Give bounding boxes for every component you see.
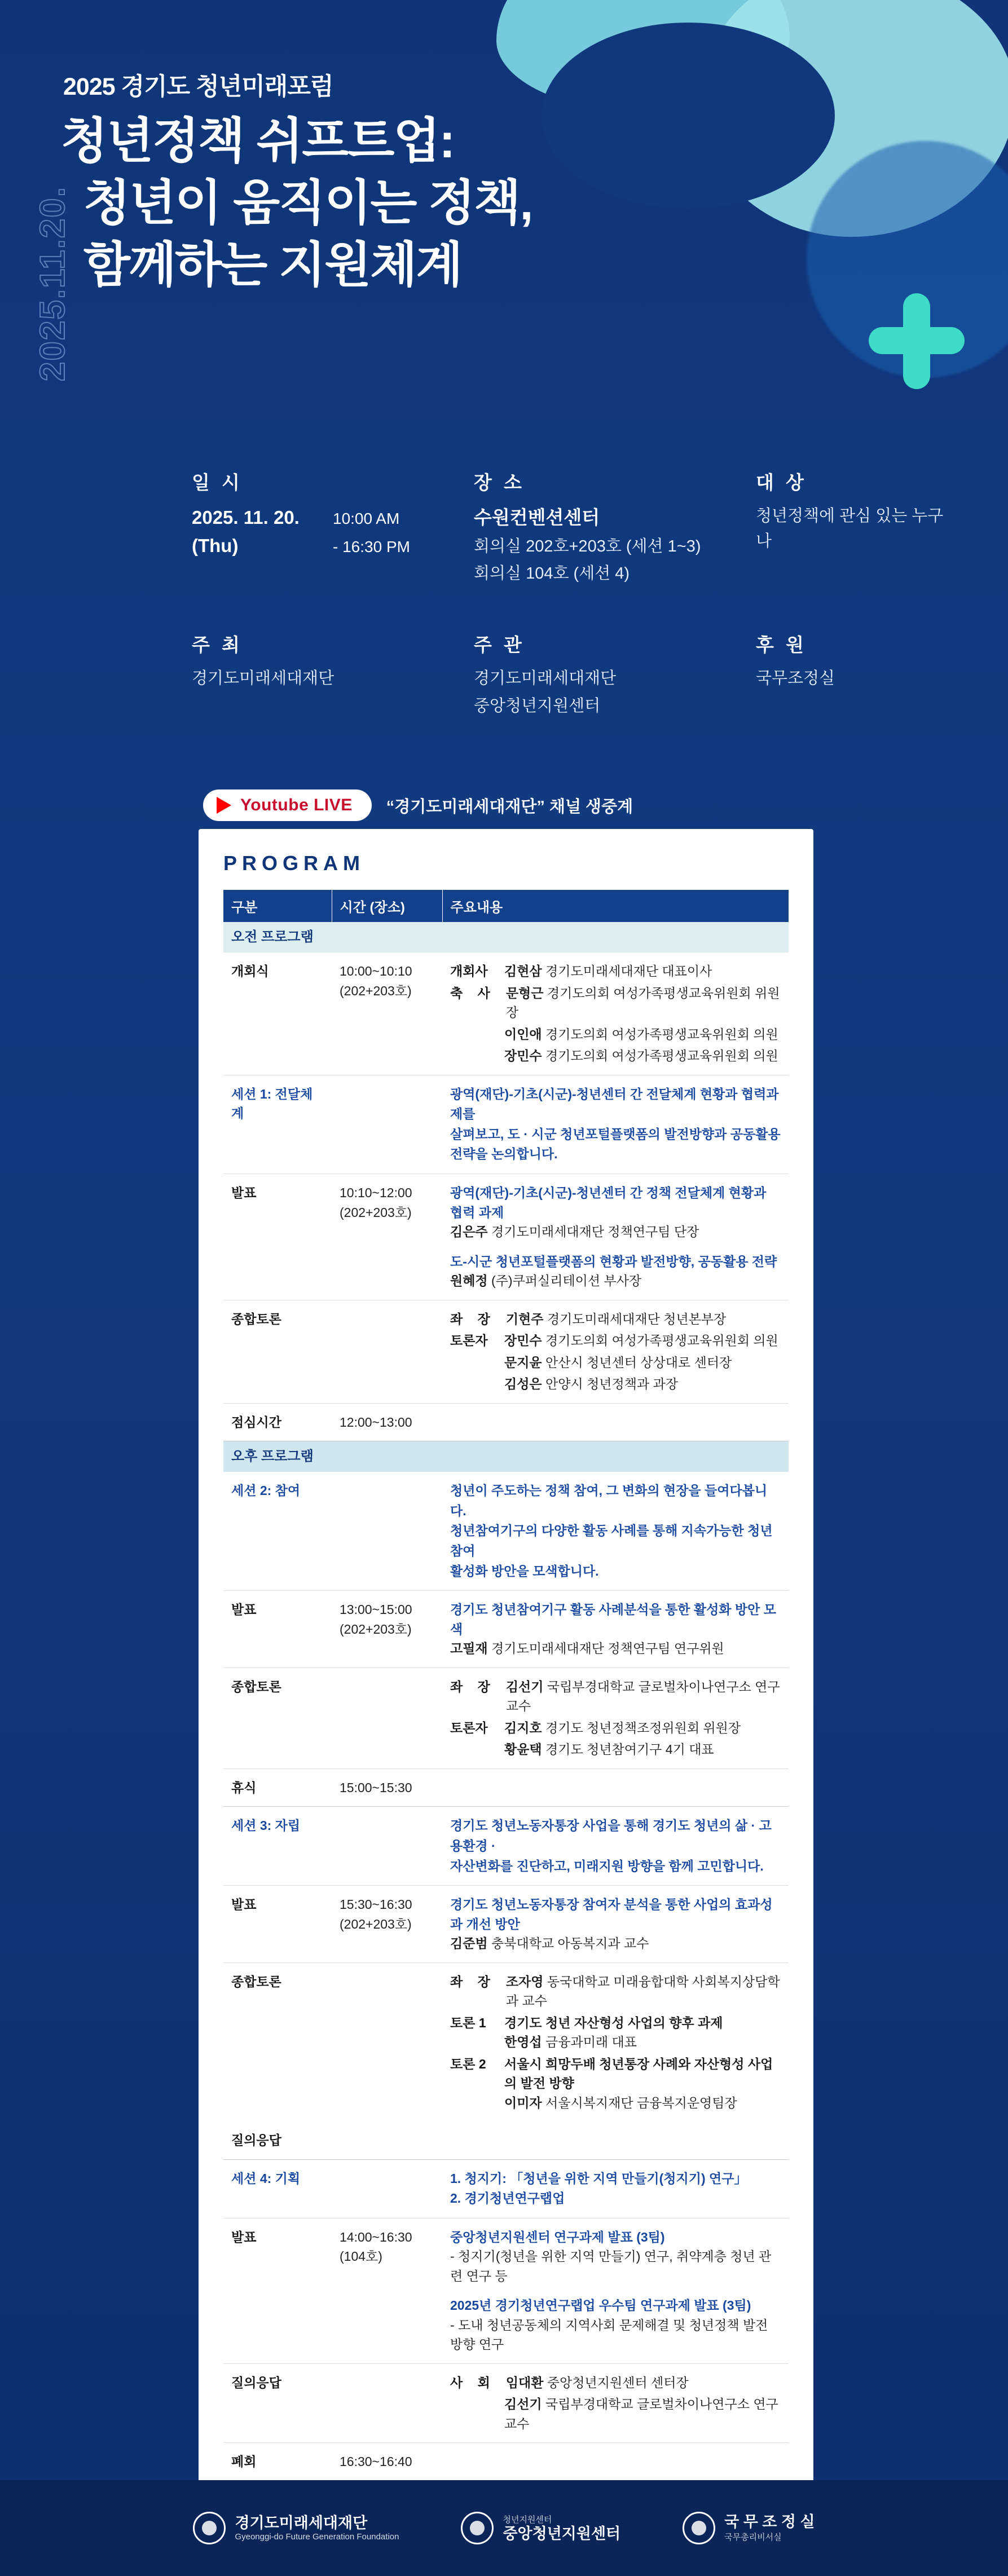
opening-congrats-2	[450, 1025, 781, 1044]
row-content-session3	[442, 1807, 789, 1886]
opening-congrats-name-2: 이인애	[504, 1026, 542, 1042]
info-support-value: 국무조정실	[756, 669, 835, 688]
session2-panelist-1	[450, 1718, 781, 1738]
youtube-live-label: Youtube LIVE	[240, 796, 353, 814]
logo-office-for-government-policy	[683, 2512, 815, 2544]
session1-chair-affil: 경기도미래세대재단 청년본부장	[547, 1311, 727, 1326]
table-row	[223, 1472, 789, 1591]
session1-panelist-3-name: 김성은	[504, 1377, 542, 1392]
info-support-label: 후 원	[756, 634, 807, 656]
info-venue	[474, 468, 756, 586]
info-start-time: 10:00 AM	[333, 510, 400, 527]
youtube-live-badge[interactable]	[203, 789, 372, 821]
logo-central-youth-center	[461, 2512, 620, 2544]
program-table	[223, 890, 789, 2481]
session2-panelist-key: 토론자	[450, 1720, 488, 1735]
live-stream-row	[203, 789, 633, 821]
row-time-lunch: 12:00~13:00	[332, 1403, 442, 1441]
session1-panelist-3-value	[504, 1374, 781, 1394]
row-time-session1-present	[332, 1174, 442, 1300]
session2-panelist-2-affil: 경기도 청년참여기구 4기 대표	[545, 1742, 714, 1757]
session3-debate-1-affil: 금융과미래 대표	[545, 2035, 637, 2050]
session1-topic-1-affil: 경기도미래세대재단 정책연구팀 단장	[491, 1224, 699, 1240]
session1-panelist-2-name: 문지윤	[504, 1355, 542, 1370]
table-row	[223, 1768, 789, 1807]
opening-congrats-value-3	[504, 1046, 781, 1066]
row-label-session4-present: 발표	[223, 2218, 332, 2363]
info-end-time: - 16:30 PM	[333, 537, 410, 555]
session1-topic-2-affil: (주)쿠퍼실리테이션 부사장	[491, 1273, 642, 1289]
foundation-logo-icon	[193, 2512, 226, 2544]
row-label-lunch: 점심시간	[223, 1403, 332, 1441]
info-datetime-label: 일 시	[192, 472, 243, 493]
row-label-closing: 폐회	[231, 2454, 257, 2469]
qa2-moderator-2-name: 김선기	[504, 2397, 542, 2412]
row-time-session4-present	[332, 2218, 442, 2363]
session3-chair-value	[506, 1972, 781, 2011]
session1-panelist-1	[450, 1331, 781, 1351]
row-content-session3-present	[442, 1886, 789, 1963]
table-row	[223, 1962, 789, 2121]
session3-debate-2-title: 서울시 희망두배 청년통장 사례와 자산형성 사업의 발전 방향	[504, 2056, 773, 2091]
session3-chair-key: 좌 장	[450, 1974, 496, 1989]
table-row	[223, 952, 789, 1075]
session3-debate-2-affil: 서울시복지재단 금융복지운영팀장	[545, 2095, 737, 2110]
row-label-session2-present: 발표	[223, 1591, 332, 1668]
row-content-session1	[442, 1075, 789, 1174]
session1-desc-2: 살펴보고, 도 · 시군 청년포털플랫폼의 발전방향과 공동활용	[450, 1126, 781, 1141]
qa2-moderator	[450, 2373, 781, 2393]
youth-center-logo-icon	[461, 2512, 494, 2544]
session2-panelist-2	[450, 1740, 781, 1759]
opening-greeting	[450, 961, 781, 981]
info-date: 2025. 11. 20.	[192, 507, 300, 528]
session1-panelist-1-affil: 경기도의회 여성가족평생교육위원회 의원	[545, 1333, 778, 1348]
session2-chair-affil: 국립부경대학교 글로벌차이나연구소 연구교수	[505, 1679, 780, 1714]
row-time-closing: 16:30~16:40	[340, 2454, 412, 2469]
session3-debate-1-value	[504, 2013, 781, 2052]
session3-debate-1	[450, 2013, 781, 2052]
opening-congrats-name-1: 문형근	[505, 985, 544, 1000]
session2-topic-speaker	[450, 1639, 781, 1658]
row-label-session1-present: 발표	[223, 1174, 332, 1300]
qa2-moderator-key: 사 회	[450, 2375, 496, 2390]
session3-topic-name: 김준범	[450, 1936, 488, 1951]
column-header-time: 시간 (장소)	[332, 890, 442, 922]
session2-topic-affil: 경기도미래세대재단 정책연구팀 연구위원	[491, 1641, 724, 1656]
session2-chair-name: 김선기	[505, 1679, 544, 1694]
session3-chair-name: 조자영	[505, 1974, 544, 1989]
session1-panelist-3-affil: 안양시 청년정책과 과장	[545, 1377, 679, 1392]
footer-logos	[0, 2480, 1008, 2576]
session2-panelist-2-name: 황윤택	[504, 1742, 542, 1757]
logo-1-name-ko: 경기도미래세대재단	[235, 2514, 368, 2531]
poster-kicker: 2025 경기도 청년미래포럼	[63, 73, 333, 100]
info-host-value: 경기도미래세대재단	[192, 669, 334, 688]
session3-topic-speaker	[450, 1934, 781, 1953]
table-row	[223, 1807, 789, 1886]
info-datetime-line-1	[192, 504, 474, 532]
session2-chair	[450, 1677, 781, 1716]
row-content-session2-panel	[442, 1668, 789, 1768]
table-header-row	[223, 890, 789, 922]
logo-1-name-en: Gyeonggi-do Future Generation Foundation	[235, 2532, 399, 2542]
row-time-opening-1: 10:00~10:10	[340, 964, 412, 978]
table-row	[223, 2443, 789, 2481]
session3-topic-title: 경기도 청년노동자통장 참여자 분석을 통한 사업의 효과성과 개선 방안	[450, 1897, 773, 1931]
session4-desc-2: 2. 경기청년연구랩업	[450, 2191, 565, 2206]
info-datetime	[192, 468, 474, 586]
row-label-opening: 개회식	[223, 952, 332, 1075]
session2-desc-2: 청년참여기구의 다양한 활동 사례를 통해 지속가능한 청년참여	[450, 1523, 773, 1558]
opening-congrats-title-2: 경기도의회 여성가족평생교육위원회 의원	[545, 1026, 778, 1042]
row-label-session3-panel: 종합토론	[231, 1974, 281, 1989]
opening-greeting-title: 경기도미래세대재단 대표이사	[545, 964, 712, 978]
row-time-session1	[332, 1075, 442, 1174]
opening-greeting-key: 개회사	[450, 964, 488, 978]
session3-debate-1-speaker	[504, 2032, 781, 2052]
session1-panelist-2	[450, 1353, 781, 1373]
session3-chair-affil: 동국대학교 미래융합대학 사회복지상담학과 교수	[505, 1974, 780, 2009]
row-content-session3-panel	[442, 1962, 789, 2121]
session1-topic-1-title: 광역(재단)-기초(시군)-청년센터 간 정책 전달체계 현황과 협력 과제	[450, 1185, 767, 1220]
row-label-session4: 세션 4: 기획	[223, 2159, 332, 2218]
session1-topic-2-speaker	[450, 1271, 781, 1291]
row-content-qa-2	[442, 2363, 789, 2443]
session1-chair-value	[506, 1309, 781, 1329]
row-label-session3-present: 발표	[223, 1886, 332, 1963]
row-time-session3-present	[332, 1886, 442, 1963]
session3-debate-1-key: 토론 1	[450, 2015, 486, 2030]
info-support	[756, 630, 948, 719]
session1-panelist-2-value	[504, 1353, 781, 1373]
session2-panelist-1-name: 김지호	[504, 1720, 542, 1735]
table-row	[223, 1591, 789, 1668]
info-venue-room-1: 회의실 202호+203호 (세션 1~3)	[474, 537, 701, 555]
row-time-session1-present-2: (202+203호)	[340, 1205, 412, 1220]
info-target-label: 대 상	[756, 472, 807, 493]
band-morning-label: 오전 프로그램	[223, 922, 789, 952]
info-host	[192, 630, 474, 719]
session4-topic-2-title: 2025년 경기청년연구랩업 우수팀 연구과제 발표 (3팀)	[450, 2298, 751, 2313]
plus-icon	[869, 293, 965, 389]
table-row	[223, 1075, 789, 1174]
qa2-moderator-value	[506, 2373, 781, 2393]
band-morning	[223, 922, 789, 952]
table-row	[223, 2363, 789, 2443]
session3-debate-2	[450, 2054, 781, 2113]
session1-topic-1-speaker	[450, 1222, 781, 1242]
event-info	[192, 468, 948, 719]
info-organizer-value-1: 경기도미래세대재단	[474, 669, 617, 688]
row-label-session3: 세션 3: 자립	[223, 1807, 332, 1886]
session4-desc-1: 1. 청지기: 「청년을 위한 지역 만들기(청지기) 연구」	[450, 2171, 747, 2186]
session3-debate-2-name: 이미자	[504, 2095, 542, 2110]
row-time-break: 15:00~15:30	[332, 1768, 442, 1807]
info-day: (Thu)	[192, 535, 239, 556]
row-time-session2-present-2: (202+203호)	[340, 1621, 412, 1637]
session1-panelist-key: 토론자	[450, 1333, 488, 1348]
row-time-session2-present-1: 13:00~15:00	[340, 1602, 412, 1617]
info-venue-label: 장 소	[474, 472, 525, 493]
opening-congrats-3	[450, 1046, 781, 1066]
row-label-session1: 세션 1: 전달체계	[223, 1075, 332, 1174]
info-organizer-value-2: 중앙청년지원센터	[474, 697, 601, 716]
title-line-3: 함께하는 지원체계	[83, 238, 462, 293]
session2-panelist-1-value	[504, 1718, 781, 1738]
session2-desc-3: 활성화 방안을 모색합니다.	[450, 1563, 599, 1578]
session1-desc-3: 전략을 논의합니다.	[450, 1146, 558, 1162]
session1-chair-name: 기현주	[505, 1311, 544, 1326]
table-row	[223, 1886, 789, 1963]
session3-desc-2: 자산변화를 진단하고, 미래지원 방향을 함께 고민합니다.	[450, 1858, 764, 1873]
table-row	[223, 1300, 789, 1403]
row-content-session4	[442, 2159, 789, 2218]
session4-topic-1	[450, 2227, 781, 2286]
opening-congrats-1	[450, 983, 781, 1022]
session4-topic-1-sub: - 청지기(청년을 위한 지역 만들기) 연구, 취약계층 청년 관련 연구 등	[450, 2249, 772, 2283]
opening-congrats-value-1	[506, 983, 781, 1022]
session3-debate-2-value	[504, 2054, 781, 2113]
opening-congrats-key: 축 사	[450, 985, 496, 1000]
table-row	[223, 1174, 789, 1300]
opening-greeting-value	[504, 961, 781, 981]
session2-desc-1: 청년이 주도하는 정책 참여, 그 변화의 현장을 들여다봅니다.	[450, 1483, 768, 1518]
session1-topic-2-name: 원혜정	[450, 1273, 488, 1289]
row-time-session1-present-1: 10:10~12:00	[340, 1185, 412, 1201]
session1-desc-1: 광역(재단)-기초(시군)-청년센터 간 전달체계 현황과 협력과제를	[450, 1086, 779, 1122]
row-content-session1-panel	[442, 1300, 789, 1403]
session3-debate-2-speaker	[504, 2093, 781, 2113]
table-row	[223, 1403, 789, 1441]
session1-chair	[450, 1309, 781, 1329]
opening-congrats-name-3: 장민수	[504, 1048, 542, 1063]
qa2-moderator-name: 임대환	[505, 2375, 544, 2390]
logo-gyeonggi-foundation	[193, 2512, 399, 2544]
qa2-moderator-2	[450, 2394, 781, 2433]
session1-topic-1-name: 김은주	[450, 1224, 488, 1240]
logo-3-name-small: 국 무 조 정 실	[724, 2513, 815, 2530]
session2-panelist-2-value	[504, 1740, 781, 1759]
session1-topic-2-title: 도-시군 청년포털플랫폼의 현황과 발전방향, 공동활용 전략	[450, 1254, 777, 1269]
info-organizer-label: 주 관	[474, 634, 525, 656]
vertical-date: 2025.11.20.	[33, 186, 72, 382]
session4-topic-2-sub: - 도내 청년공동체의 지역사회 문제해결 및 청년정책 발전 방향 연구	[450, 2317, 768, 2352]
live-stream-note: “경기도미래세대재단” 채널 생중계	[386, 797, 633, 816]
info-organizer	[474, 630, 756, 719]
logo-2-name-top: 청년지원센터	[503, 2515, 552, 2525]
info-datetime-line-2	[192, 532, 474, 560]
logo-3-name-ko: 국무총리비서실	[724, 2533, 782, 2543]
table-row	[223, 2159, 789, 2218]
row-label-break: 휴식	[223, 1768, 332, 1807]
row-time-session3-present-1: 15:30~16:30	[340, 1897, 412, 1912]
info-target-value: 청년정책에 관심 있는 누구나	[756, 507, 944, 550]
session3-debate-2-key: 토론 2	[450, 2056, 486, 2071]
session1-panelist-3	[450, 1374, 781, 1394]
session2-chair-value	[506, 1677, 781, 1716]
qa2-moderator-2-value	[504, 2394, 781, 2433]
session1-panelist-1-value	[504, 1331, 781, 1351]
opening-congrats-value-2	[504, 1025, 781, 1044]
row-time-session2-present	[332, 1591, 442, 1668]
row-time-opening-2: (202+203호)	[340, 983, 412, 998]
session2-topic-name: 고필재	[450, 1641, 488, 1656]
info-host-label: 주 최	[192, 634, 243, 656]
government-logo-icon	[683, 2512, 715, 2544]
opening-congrats-title-1: 경기도의회 여성가족평생교육위원회 위원장	[505, 985, 780, 1020]
opening-congrats-title-3: 경기도의회 여성가족평생교육위원회 의원	[545, 1048, 778, 1063]
info-venue-room-2: 회의실 104호 (세션 4)	[474, 564, 630, 583]
row-label-session1-panel: 종합토론	[223, 1300, 332, 1403]
session2-panelist-1-affil: 경기도 청년정책조정위원회 위원장	[545, 1720, 741, 1735]
session4-topic-2	[450, 2296, 781, 2354]
column-header-content: 주요내용	[442, 890, 789, 922]
table-row	[223, 1668, 789, 1768]
play-icon	[217, 797, 231, 814]
table-row	[223, 2218, 789, 2363]
row-time-session4-present-1: 14:00~16:30	[340, 2229, 412, 2244]
row-content-session1-present	[442, 1174, 789, 1300]
session1-panelist-2-affil: 안산시 청년센터 상상대로 센터장	[545, 1355, 732, 1370]
session2-chair-key: 좌 장	[450, 1679, 496, 1694]
session4-topic-1-title: 중앙청년지원센터 연구과제 발표 (3팀)	[450, 2229, 665, 2244]
session2-topic-title: 경기도 청년참여기구 활동 사례분석을 통한 활성화 방안 모색	[450, 1602, 776, 1637]
title-line-1: 청년정책 쉬프트업:	[61, 114, 455, 168]
column-header-category: 구분	[223, 890, 332, 922]
session1-panelist-1-name: 장민수	[504, 1333, 542, 1348]
row-time-session3-present-2: (202+203호)	[340, 1916, 412, 1931]
table-row	[223, 2121, 789, 2159]
row-content-session4-present	[442, 2218, 789, 2363]
session1-chair-key: 좌 장	[450, 1311, 496, 1326]
info-venue-name: 수원컨벤션센터	[474, 507, 600, 528]
session3-desc-1: 경기도 청년노동자통장 사업을 통해 경기도 청년의 삶 · 고용환경 ·	[450, 1818, 772, 1853]
program-card	[199, 829, 813, 2511]
logo-2-name-ko: 중앙청년지원센터	[503, 2525, 621, 2542]
row-time-session4-present-2: (104호)	[340, 2249, 382, 2264]
session1-topic-1	[450, 1183, 781, 1242]
opening-greeting-name: 김현삼	[504, 964, 542, 978]
session1-topic-2	[450, 1252, 781, 1291]
info-target	[756, 468, 948, 586]
qa2-moderator-2-affil: 국립부경대학교 글로벌차이나연구소 연구교수	[504, 2397, 778, 2431]
title-line-2: 청년이 움직이는 정책,	[83, 176, 532, 231]
row-label-qa-2: 질의응답	[223, 2363, 332, 2443]
band-afternoon	[223, 1441, 789, 1472]
session3-chair	[450, 1972, 781, 2011]
page-title	[61, 110, 532, 296]
row-content-session2-present	[442, 1591, 789, 1668]
row-content-session2	[442, 1472, 789, 1591]
row-label-qa-1: 질의응답	[223, 2121, 332, 2159]
row-content-opening	[442, 952, 789, 1075]
program-title: PROGRAM	[223, 852, 365, 875]
qa2-moderator-affil: 중앙청년지원센터 센터장	[547, 2375, 689, 2390]
session3-debate-1-name: 한영섭	[504, 2035, 542, 2050]
decorative-blob-navy	[542, 23, 835, 209]
row-label-session2-panel: 종합토론	[223, 1668, 332, 1768]
row-label-session2: 세션 2: 참여	[223, 1472, 332, 1591]
session3-topic-affil: 충북대학교 아동복지과 교수	[491, 1936, 649, 1951]
session3-debate-1-title: 경기도 청년 자산형성 사업의 향후 과제	[504, 2015, 723, 2030]
band-afternoon-label: 오후 프로그램	[223, 1441, 789, 1472]
row-time-opening	[332, 952, 442, 1075]
